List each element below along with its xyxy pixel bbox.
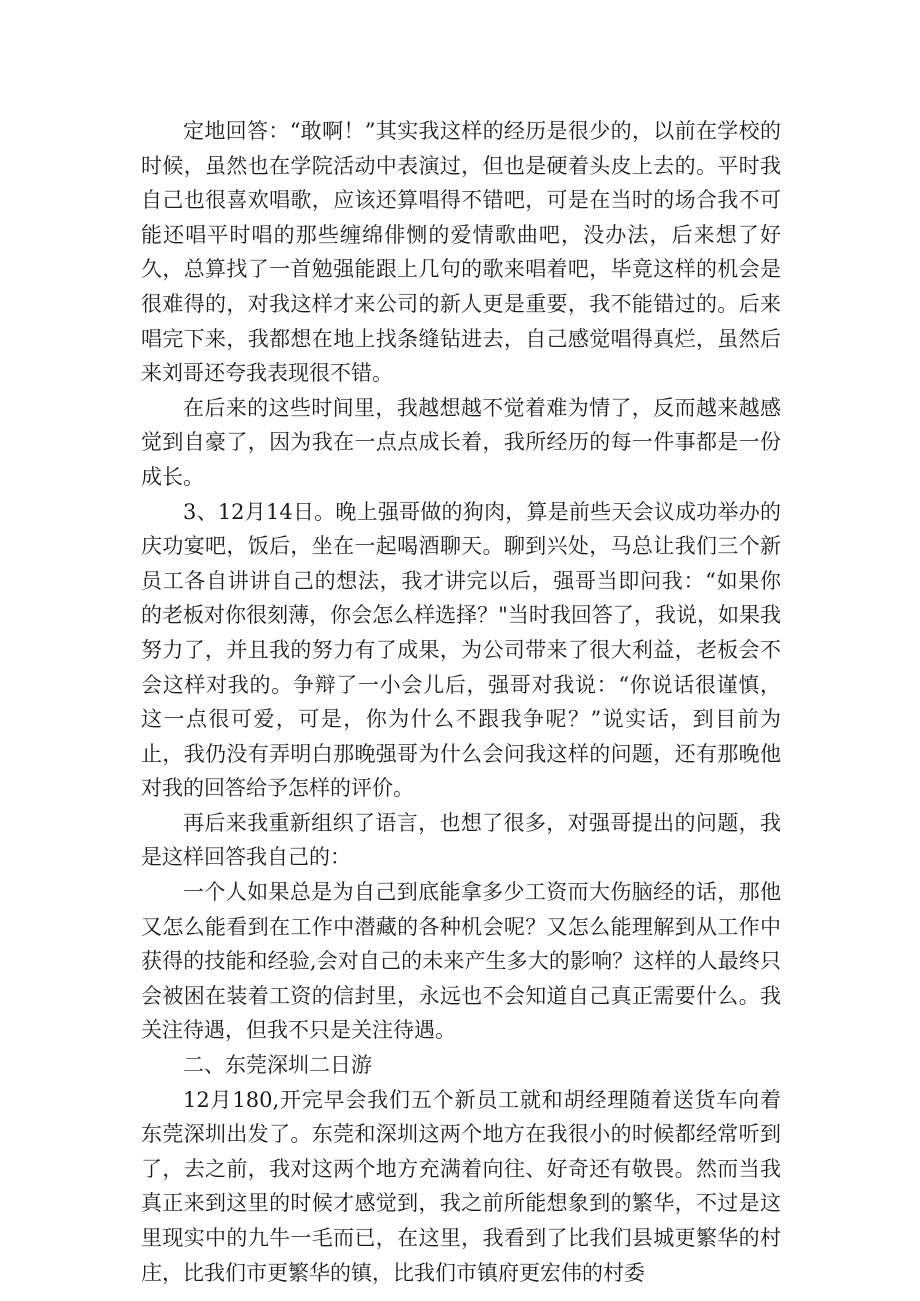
paragraph-5: 一个人如果总是为自己到底能拿多少工资而大伤脑经的话，那他又怎么能看到在工作中潜藏的各种机会呢？又怎么能理解到从工作中获得的技能和经验,会对自己的未来产生多大的影响？这样的人最终只会被困在装着工资的信封里，永远也不会知道自己真正需要什么。我关注待遇，但我不只是关注待遇。 xyxy=(141,880,781,1043)
paragraph-2: 在后来的这些时间里，我越想越不觉着难为情了，反而越来越感觉到自豪了，因为我在一点点成长着，我所经历的每一件事都是一份成长。 xyxy=(141,395,781,489)
paragraph-1: 定地回答：“敢啊！”其实我这样的经历是很少的，以前在学校的时候，虽然也在学院活动中表演过，但也是硬着头皮上去的。平时我自己也很喜欢唱歌，应该还算唱得不错吧，可是在当时的场合我不可能还唱平时唱的那些缠绵俳恻的爱情歌曲吧，没办法，后来想了好久，总算找了一首勉强能跟上几句的歌来唱着吧，毕竟这样的机会是很难得的，对我这样才来公司的新人更是重要，我不能错过的。后来唱完下来，我都想在地上找条缝钻进去，自己感觉唱得真烂，虽然后来刘哥还夸我表现很不错。 xyxy=(141,119,781,386)
paragraph-4: 再后来我重新组织了语言，也想了很多，对强哥提出的问题，我是这样回答我自己的： xyxy=(141,810,781,870)
paragraph-7: 12月180,开完早会我们五个新员工就和胡经理随着送货车向着东莞深圳出发了。东莞和深圳这两个地方在我很小的时候都经常听到了，去之前，我对这两个地方充满着向往、好奇还有敬畏。然而当我真正来到这里的时候才感觉到，我之前所能想象到的繁华，不过是这里现实中的九牛一毛而已，在这里，我看到了比我们县城更繁华的村庄，比我们市更繁华的镇，比我们市镇府更宏伟的村委 xyxy=(141,1087,781,1285)
section-heading: 二、东莞深圳二日游 xyxy=(183,1053,372,1078)
paragraph-3: 3、12月14日。晚上强哥做的狗肉，算是前些天会议成功举办的庆功宴吧，饭后，坐在一起喝酒聊天。聊到兴处，马总让我们三个新员工各自讲讲自己的想法，我才讲完以后，强哥当即问我：“如果你的老板对你很刻薄，你会怎么样选择？"当时我回答了，我说，如果我努力了，并且我的努力有了成果，为公司带来了很大利益，老板会不会这样对我的。争辩了一小会儿后，强哥对我说：“你说话很谨慎，这一点很可爱，可是，你为什么不跟我争呢？”说实话，到目前为止，我仍没有弄明白那晚强哥为什么会问我这样的问题，还有那晚他对我的回答给予怎样的评价。 xyxy=(141,499,781,801)
document-page xyxy=(141,114,781,1290)
